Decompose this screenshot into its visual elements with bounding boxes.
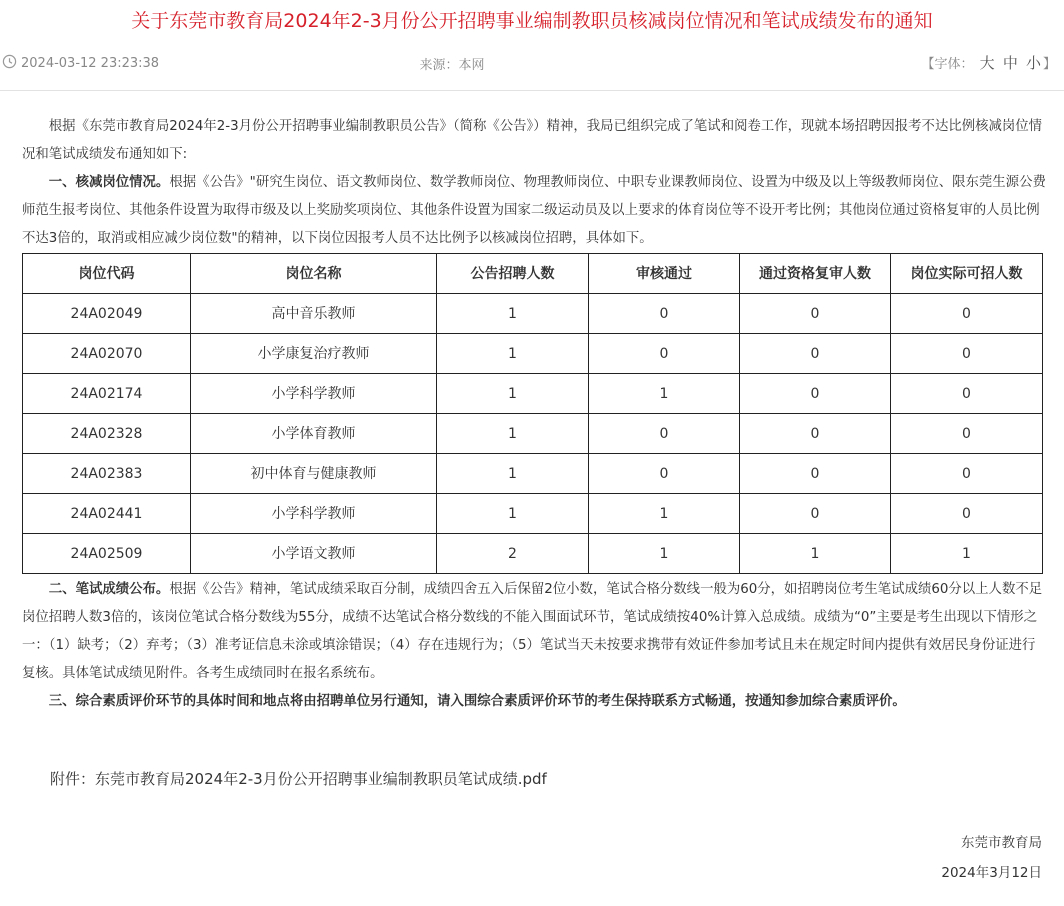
cell-requalified: 0: [740, 374, 891, 414]
cell-code: 24A02049: [23, 294, 191, 334]
cell-name: 小学体育教师: [191, 414, 437, 454]
cell-actual: 0: [891, 414, 1043, 454]
cell-name: 高中音乐教师: [191, 294, 437, 334]
header-divider: [0, 90, 1064, 91]
header-position-code: 岗位代码: [23, 254, 191, 294]
table-row: [23, 334, 1043, 374]
font-size-label-end: 】: [1042, 57, 1056, 72]
cell-actual: 0: [891, 374, 1043, 414]
section1-text: 根据《公告》"研究生岗位、语文教师岗位、数学教师岗位、物理教师岗位、中职专业课教师岗位、设置为中级及以上等级教师岗位、限东莞生源公费师范生报考岗位、其他条件设置为取得市级及以上奖励奖项岗位、其他条件设置为国家二级运动员及以上要求的体育岗位等不设开考比例；其他岗位通过资格复审的人员比例不达3倍的，取消或相应减少岗位数"的精神，以下岗位因报考人员不达比例予以核减岗位招聘，具体如下。: [22, 175, 1046, 246]
cell-announced: 1: [437, 294, 589, 334]
section2-text: 根据《公告》精神，笔试成绩采取百分制，成绩四舍五入后保留2位小数，笔试合格分数线一般为60分，如招聘岗位考生笔试成绩60分以上人数不足岗位招聘人数3倍的，该岗位笔试合格分数线为55分，成绩不达笔试合格分数线的不能入围面试环节，笔试成绩按40%计算入总成绩。成绩为“0”主要是考生出现以下情形之一：（1）缺考；（2）弃考；（3）准考证信息未涂或填涂错误；（4）存在违规行为；（5）笔试当天未按要求携带有效证件参加考试且未在规定时间内提供有效居民身份证进行复核。具体笔试成绩见附件。各考生成绩同时在报名系统布。: [22, 582, 1043, 681]
table-row: [23, 494, 1043, 534]
header-announced-count: 公告招聘人数: [437, 254, 589, 294]
reduced-positions-table: [22, 253, 1043, 574]
cell-name: 小学语文教师: [191, 534, 437, 574]
cell-code: 24A02070: [23, 334, 191, 374]
cell-announced: 1: [437, 494, 589, 534]
header-requalified: 通过资格复审人数: [740, 254, 891, 294]
cell-actual: 0: [891, 494, 1043, 534]
cell-requalified: 1: [740, 534, 891, 574]
page-title: 关于东莞市教育局2024年2-3月份公开招聘事业编制教职员核减岗位情况和笔试成绩发布的通知: [131, 10, 933, 32]
cell-announced: 1: [437, 414, 589, 454]
cell-actual: 0: [891, 294, 1043, 334]
attachment-line: [22, 768, 1046, 790]
cell-approved: 1: [589, 374, 740, 414]
cell-announced: 2: [437, 534, 589, 574]
cell-code: 24A02328: [23, 414, 191, 454]
section3-paragraph: [22, 688, 1046, 716]
table-header-row: [23, 254, 1043, 294]
cell-name: 小学科学教师: [191, 374, 437, 414]
section2-paragraph: [22, 576, 1046, 688]
font-size-small[interactable]: 小: [1025, 54, 1041, 72]
cell-approved: 0: [589, 294, 740, 334]
meta-bar: [0, 52, 1064, 74]
cell-actual: 0: [891, 454, 1043, 494]
intro-paragraph: 根据《东莞市教育局2024年2-3月份公开招聘事业编制教职员公告》（简称《公告》）精神，我局已组织完成了笔试和阅卷工作，现就本场招聘因报考不达比例核减岗位情况和笔试成绩发布通知如下:: [22, 119, 1043, 162]
section1-paragraph: [22, 169, 1046, 253]
cell-approved: 0: [589, 334, 740, 374]
cell-code: 24A02441: [23, 494, 191, 534]
header-actual-count: 岗位实际可招人数: [891, 254, 1043, 294]
section3-heading: 三、综合素质评价环节的具体时间和地点将由招聘单位另行通知，请入围综合素质评价环节的考生保持联系方式畅通，按通知参加综合素质评价。: [48, 694, 906, 709]
cell-requalified: 0: [740, 334, 891, 374]
cell-approved: 0: [589, 454, 740, 494]
attachment-prefix: 附件：: [50, 770, 96, 788]
section2-heading: 二、笔试成绩公布。: [48, 582, 170, 597]
cell-code: 24A02383: [23, 454, 191, 494]
cell-approved: 1: [589, 534, 740, 574]
signature-org: 东莞市教育局: [961, 835, 1042, 851]
cell-code: 24A02174: [23, 374, 191, 414]
table-row: [23, 374, 1043, 414]
header-approved: 审核通过: [589, 254, 740, 294]
cell-name: 小学康复治疗教师: [191, 334, 437, 374]
article-body: [22, 113, 1046, 888]
table-row: [23, 534, 1043, 574]
publish-date-text: 2024-03-12 23:23:38: [21, 56, 160, 71]
cell-requalified: 0: [740, 414, 891, 454]
signature-block: [22, 828, 1046, 888]
cell-requalified: 0: [740, 294, 891, 334]
cell-announced: 1: [437, 454, 589, 494]
table-row: [23, 414, 1043, 454]
section1-heading: 一、核减岗位情况。: [48, 175, 170, 190]
cell-code: 24A02509: [23, 534, 191, 574]
attachment-link[interactable]: 东莞市教育局2024年2-3月份公开招聘事业编制教职员笔试成绩.pdf: [95, 770, 547, 788]
table-row: [23, 454, 1043, 494]
cell-name: 小学科学教师: [191, 494, 437, 534]
cell-announced: 1: [437, 334, 589, 374]
cell-actual: 0: [891, 334, 1043, 374]
signature-date: 2024年3月12日: [941, 865, 1042, 881]
cell-actual: 1: [891, 534, 1043, 574]
cell-announced: 1: [437, 374, 589, 414]
cell-requalified: 0: [740, 454, 891, 494]
font-size-label: 【字体：: [921, 57, 974, 72]
cell-approved: 0: [589, 414, 740, 454]
header-position-name: 岗位名称: [191, 254, 437, 294]
font-size-medium[interactable]: 中: [1002, 54, 1018, 72]
cell-requalified: 0: [740, 494, 891, 534]
cell-approved: 1: [589, 494, 740, 534]
font-size-large[interactable]: 大: [979, 54, 995, 72]
cell-name: 初中体育与健康教师: [191, 454, 437, 494]
table-row: [23, 294, 1043, 334]
font-size-selector: [922, 52, 1057, 73]
source-label: 来源：本网: [419, 58, 485, 73]
